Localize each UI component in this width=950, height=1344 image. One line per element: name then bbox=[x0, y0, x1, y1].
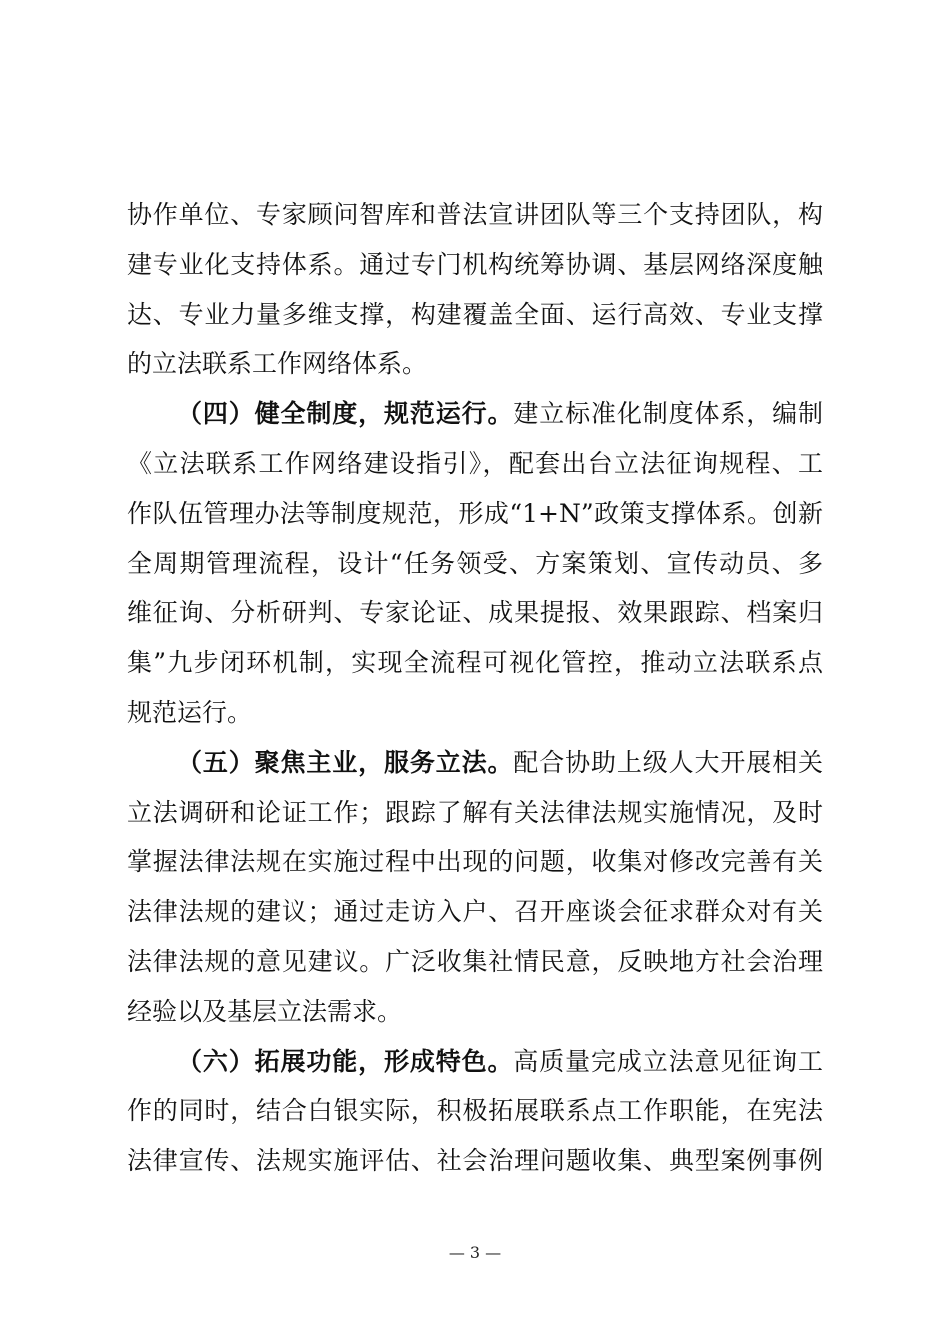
section-heading: （五）聚焦主业，服务立法。 bbox=[177, 747, 514, 777]
line-text: 作的同时，结合白银实际，积极拓展联系点工作职能，在宪法 bbox=[127, 1096, 823, 1126]
line-text: 维征询、分析研判、专家论证、成果提报、效果跟踪、档案归 bbox=[127, 598, 823, 628]
line-text: 规范运行。 bbox=[127, 697, 253, 727]
line-text: 集”九步闭环机制，实现全流程可视化管控，推动立法联系点 bbox=[127, 648, 823, 678]
text-line bbox=[127, 688, 823, 738]
document-body bbox=[127, 190, 823, 1186]
text-line bbox=[127, 837, 823, 887]
text-line bbox=[127, 1086, 823, 1136]
page-number: — 3 — bbox=[448, 1243, 502, 1262]
text-line bbox=[127, 190, 823, 240]
text-line bbox=[127, 389, 823, 439]
line-text: 全周期管理流程，设计“任务领受、方案策划、宣传动员、多 bbox=[127, 548, 823, 578]
line-text: 掌握法律法规在实施过程中出现的问题，收集对修改完善有关 bbox=[127, 847, 823, 877]
line-text: 高质量完成立法意见征询工 bbox=[513, 1046, 823, 1076]
line-text: 立法调研和论证工作；跟踪了解有关法律法规实施情况，及时 bbox=[127, 797, 823, 827]
text-line bbox=[127, 738, 823, 788]
line-text: 法律法规的意见建议。广泛收集社情民意，反映地方社会治理 bbox=[127, 946, 823, 976]
text-line bbox=[127, 638, 823, 688]
text-line bbox=[127, 489, 823, 539]
line-text: 法律宣传、法规实施评估、社会治理问题收集、典型案例事例 bbox=[127, 1146, 823, 1176]
text-line bbox=[127, 339, 823, 389]
line-text: 配合协助上级人大开展相关 bbox=[513, 747, 823, 777]
section-heading: （六）拓展功能，形成特色。 bbox=[177, 1046, 514, 1076]
line-text: 协作单位、专家顾问智库和普法宣讲团队等三个支持团队，构 bbox=[127, 200, 823, 229]
text-line bbox=[127, 439, 823, 489]
text-line bbox=[127, 588, 823, 638]
line-text: 建专业化支持体系。通过专门机构统筹协调、基层网络深度触 bbox=[127, 249, 823, 279]
text-line bbox=[127, 987, 823, 1037]
line-text: 达、专业力量多维支撑，构建覆盖全面、运行高效、专业支撑 bbox=[127, 299, 823, 329]
text-line bbox=[127, 1136, 823, 1186]
text-line bbox=[127, 539, 823, 589]
text-line bbox=[127, 887, 823, 937]
text-line bbox=[127, 788, 823, 838]
line-text: 的立法联系工作网络体系。 bbox=[127, 349, 428, 379]
text-line bbox=[127, 290, 823, 340]
line-text: 作队伍管理办法等制度规范，形成“1+N”政策支撑体系。创新 bbox=[127, 498, 823, 528]
text-line bbox=[127, 240, 823, 290]
line-text: 《立法联系工作网络建设指引》，配套出台立法征询规程、工 bbox=[127, 448, 823, 478]
section-heading: （四）健全制度，规范运行。 bbox=[177, 399, 514, 429]
line-text: 法律法规的建议；通过走访入户、召开座谈会征求群众对有关 bbox=[127, 897, 823, 927]
text-line bbox=[127, 937, 823, 987]
text-line bbox=[127, 1037, 823, 1087]
line-text: 经验以及基层立法需求。 bbox=[127, 996, 403, 1026]
line-text: 建立标准化制度体系，编制 bbox=[513, 399, 823, 429]
